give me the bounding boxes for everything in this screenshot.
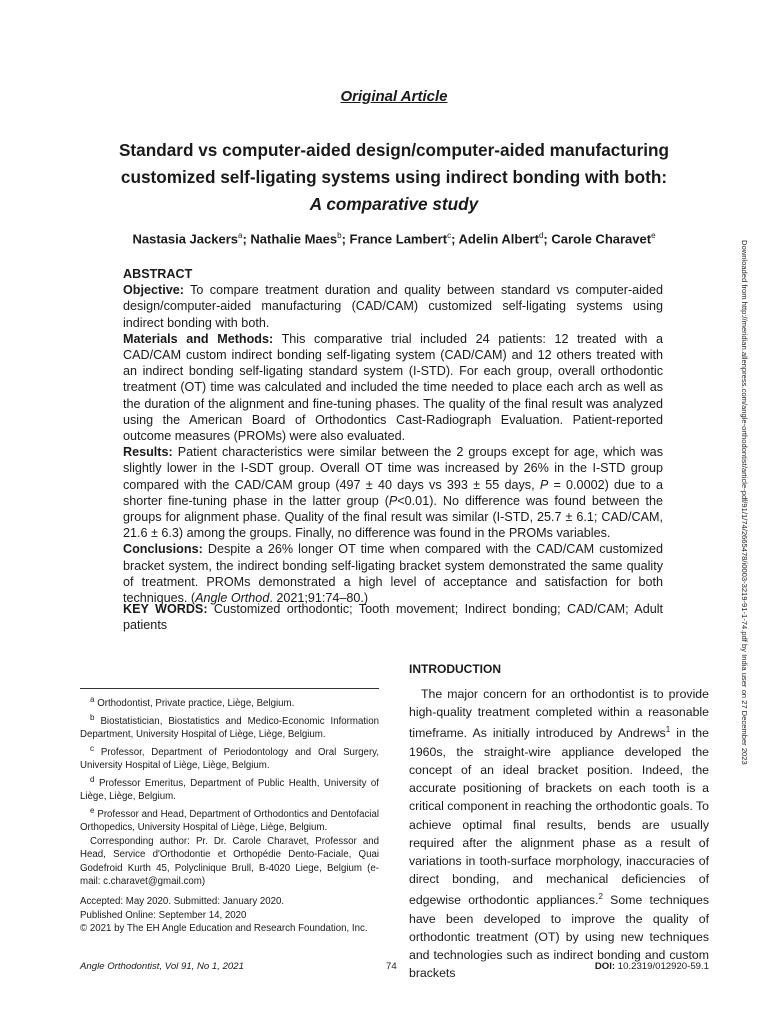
footer-page-number: 74 xyxy=(386,961,397,972)
author-list: Nastasia Jackers$^a$; Nathalie Maes$^b$; France Lambert$^c$; Adelin Albert$^d$; Carole Charavet$^e$ xyxy=(132,231,656,247)
author-name: Nastasia Jackers xyxy=(132,231,238,247)
download-watermark: Downloaded from http://meridian.allenpress.com/angle-orthodontist/article-pdf/91/1/74/2665478/i0003-3219-91-1-74.pdf by India user on 27 December 2023 xyxy=(740,240,749,765)
author-name: Adelin Albert xyxy=(458,231,539,247)
author-name: France Lambert xyxy=(349,231,448,247)
abstract-heading: ABSTRACT xyxy=(123,267,193,281)
footnote-rule xyxy=(80,688,379,689)
doi-label: DOI: xyxy=(594,961,616,972)
title-line-1: Standard vs computer-aided design/computer-aided manufacturing xyxy=(118,140,670,160)
footnote-text: Professor and Head, Department of Orthodontics and Dentofacial Orthopedics, University Hospital of Liège, Liège, Belgium. xyxy=(80,809,379,834)
results-text-a: Patient characteristics were similar between the 2 groups except for age, which was slightly lower in the I-SDT group. Overall OT time was increased by 26% in the I-STD group compared with the CAD/CAM group (497 ± 40 days vs 393 ± 55 days, xyxy=(123,445,663,492)
abstract xyxy=(123,266,663,606)
copyright: © 2021 by The EH Angle Education and Research Foundation, Inc. xyxy=(80,923,368,935)
conclusions-text: Despite a 26% longer OT time when compared with the CAD/CAM customized bracket system, the indirect bonding self-ligating bracket system demonstrated the same quality of treatment. PROMs demonstrated a high level of acceptance and satisfaction for both techniques. ( xyxy=(123,542,663,606)
introduction-heading: INTRODUCTION xyxy=(409,662,501,676)
footnote-item xyxy=(80,742,379,773)
footnote-item xyxy=(80,804,379,835)
footer-journal: Angle Orthodontist, Vol 91, No 1, 2021 xyxy=(80,961,244,972)
intro-text-c: Some techniques have been developed to improve the quality of orthodontic treatment (OT) by using new techniques and technologies such as indirect bonding and custom brackets xyxy=(409,893,710,981)
corresponding-author: Corresponding author: Pr. Dr. Carole Charavet, Professor and Head, Service d'Orthodontie et Orthopédie Dento-Faciale, Quai Godefroid Kurth 45, Polyclinique Brull, B-4020 Liege, Belgium (e-mail: c.charavet@gmail.com) xyxy=(80,835,379,888)
footer-doi xyxy=(595,961,709,972)
ref-sup-1: 1 xyxy=(665,725,671,735)
footnote-item xyxy=(80,773,379,804)
footnote-sup: e xyxy=(90,805,95,815)
intro-text-b: in the 1960s, the straight-wire appliance developed the concept of an ideal bracket position. Indeed, the accurate positioning of brackets on each tooth is a critical component in reaching the orthodontic goals. To achieve optimal final results, bends are usually required after the alignment phase as a result of variations in tooth-surface morphology, inaccuracies of direct bonding, and mechanical deficiencies of edgewise orthodontic appliances. xyxy=(409,726,709,908)
footnote-text: Orthodontist, Private practice, Liège, Belgium. xyxy=(97,698,295,710)
conclusions-label: Conclusions: xyxy=(123,542,203,557)
published-date: Published Online: September 14, 2020 xyxy=(80,909,247,921)
citation-journal: Angle Orthod xyxy=(195,591,270,606)
keywords-text: Customized orthodontic; Tooth movement; Indirect bonding; CAD/CAM; Adult patients xyxy=(123,602,664,633)
footnote-text: Professor, Department of Periodontology and Oral Surgery, University Hospital of Liège, Liège, Belgium. xyxy=(80,746,379,772)
methods-text: This comparative trial included 24 patients: 12 treated with a CAD/CAM custom indirect bonding self-ligating system (CAD/CAM) and 12 others treated with an indirect bonding self-ligating standard system (I-STD). For each group, overall orthodontic treatment (OT) time was calculated and included the time needed to place each arch as well as the duration of the alignment and fine-tuning phases. The quality of the final result was analyzed using the American Board of Orthodontics Cast-Radiograph Evaluation. Patient-reported outcome measures (PROMs) were also evaluated. xyxy=(123,331,664,444)
abstract-objective xyxy=(123,282,663,331)
results-p: P xyxy=(539,477,549,492)
objective-text: To compare treatment duration and quality between standard vs computer-aided design/computer-aided manufacturing (CAD/CAM) customized self-ligating systems using indirect bonding with both. xyxy=(123,283,663,330)
author-name: Nathalie Maes xyxy=(250,231,338,247)
author-sup: e xyxy=(651,231,656,240)
ref-sup-2: 2 xyxy=(598,892,603,902)
author-sup: d xyxy=(538,231,544,240)
results-text-c: <0.01). No difference was found between the groups for alignment phase. Quality of the final result was similar (I-STD, 25.7 ± 6.1; CAD/CAM, 21.6 ± 6.3) among the groups. Finally, no difference was found in the PROMs variables. xyxy=(123,493,663,541)
footnote-item xyxy=(80,693,379,711)
results-label: Results: xyxy=(123,445,173,460)
title-line-2: customized self-ligating systems using indirect bonding with both: xyxy=(120,167,668,187)
introduction-text xyxy=(409,685,709,982)
footnotes xyxy=(80,688,379,936)
accepted-date: Accepted: May 2020. Submitted: January 2020. xyxy=(80,896,285,908)
title-subtitle: A comparative study xyxy=(309,194,479,214)
abstract-methods xyxy=(123,331,663,444)
article-title xyxy=(80,137,708,218)
keywords xyxy=(123,601,663,633)
footnote-sup: a xyxy=(90,695,95,704)
section-label: Original Article xyxy=(340,88,448,105)
author-sup: a xyxy=(238,231,243,240)
author-sup: c xyxy=(447,231,452,240)
methods-label: Materials and Methods: xyxy=(123,331,274,346)
results-text-b: = 0.0002) due to a shorter fine-tuning phase in the latter group ( xyxy=(123,477,663,508)
citation-rest: . 2021;91:74–80.) xyxy=(269,591,369,606)
results-p2: P xyxy=(388,493,398,508)
footnote-item xyxy=(80,711,379,742)
doi-value[interactable]: 10.2319/012920-59.1 xyxy=(617,961,709,972)
objective-label: Objective: xyxy=(123,283,184,298)
author-name: Carole Charavet xyxy=(551,231,652,247)
intro-text-a: The major concern for an orthodontist is to provide high-quality treatment completed within a reasonable timeframe. As initially introduced by Andrews xyxy=(409,687,709,741)
footnote-text: Biostatistician, Biostatistics and Medico-Economic Information Department, University Hospital of Liège, Liège, Belgium. xyxy=(80,715,379,741)
footnote-sup: c xyxy=(90,743,95,753)
author-sup: b xyxy=(337,231,342,240)
keywords-label: KEY WORDS: xyxy=(123,602,208,616)
abstract-results xyxy=(123,444,663,541)
abstract-conclusions xyxy=(123,541,663,606)
footnote-text: Professor Emeritus, Department of Public Health, University of Liège, Liège, Belgium. xyxy=(80,777,379,803)
footnote-sup: d xyxy=(90,774,95,784)
footnote-sup: b xyxy=(90,712,95,722)
